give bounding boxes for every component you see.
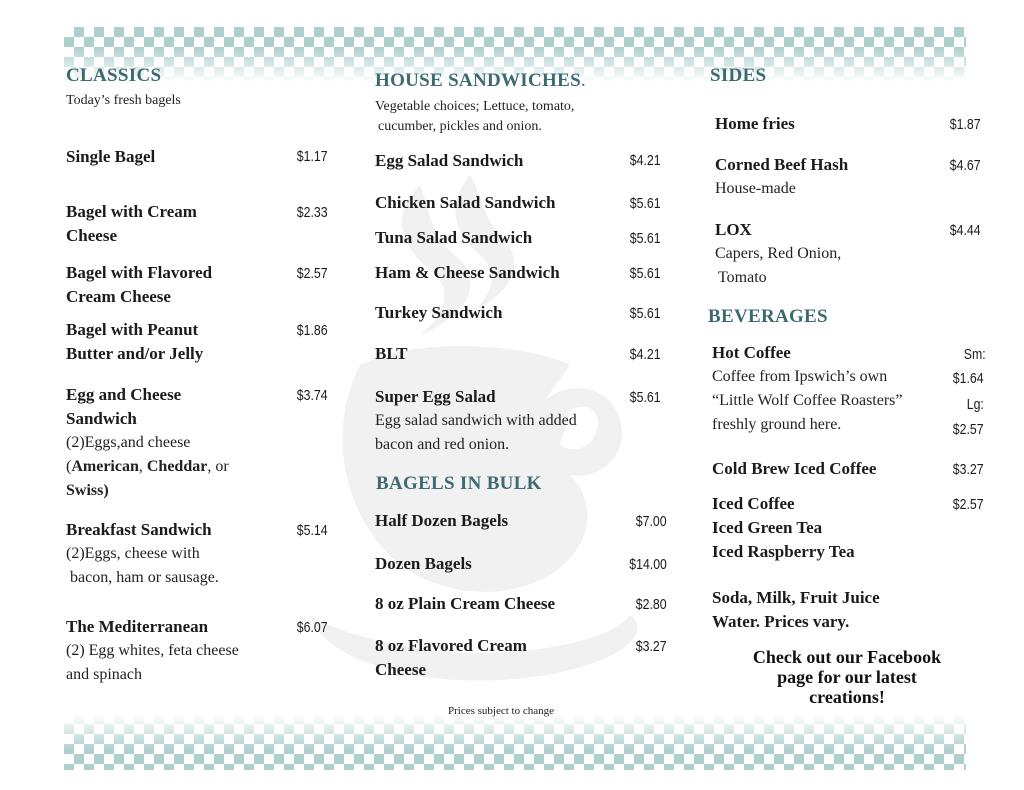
item-description: bacon, ham or sausage. [70, 569, 219, 586]
menu-item-plain-cream-cheese [375, 592, 555, 616]
checker-border-bottom [64, 714, 966, 770]
item-name: Cheese [66, 226, 117, 245]
item-description: freshly ground here. [712, 416, 842, 433]
menu-item-corned-beef-hash [715, 153, 848, 201]
facebook-line: Check out our Facebook [752, 647, 942, 667]
item-name: Turkey Sandwich [375, 303, 503, 322]
classics-heading: CLASSICS [66, 65, 162, 86]
item-price: $4.44 [950, 222, 981, 239]
menu-item-half-dozen [375, 509, 508, 533]
item-name: Soda, Milk, Fruit Juice [712, 588, 880, 607]
item-name: Single Bagel [66, 147, 156, 166]
item-name: Tuna Salad Sandwich [375, 228, 533, 247]
item-name: Iced Green Tea [712, 518, 823, 537]
size-label-small: Sm: [964, 346, 986, 363]
menu-item-iced-drinks [712, 492, 855, 564]
item-price: $5.61 [630, 230, 661, 247]
menu-item-cold-brew [712, 457, 876, 481]
item-description: Egg salad sandwich with added [375, 412, 577, 429]
item-price: $7.00 [636, 513, 667, 530]
sides-heading: SIDES [710, 65, 767, 86]
menu-item-breakfast-sandwich [66, 518, 219, 590]
menu-item-bagel-cream-cheese [66, 200, 197, 248]
menu-item-turkey [375, 301, 502, 325]
item-name: 8 oz Plain Cream Cheese [375, 594, 556, 613]
house-subtitle-line2: cucumber, pickles and onion. [378, 119, 542, 134]
item-description: “Little Wolf Coffee Roasters” [712, 392, 903, 409]
classics-subtitle: Today’s fresh bagels [66, 93, 181, 108]
item-description: Tomato [718, 269, 767, 286]
item-price: $1.87 [950, 116, 981, 133]
menu-item-bagel-peanut-butter [66, 318, 203, 366]
item-name: Hot Coffee [712, 343, 791, 362]
item-name: LOX [715, 220, 752, 239]
item-name: Ham & Cheese Sandwich [375, 263, 560, 282]
item-price: $3.27 [636, 638, 667, 655]
item-description: (2)Eggs,and cheese [66, 434, 191, 451]
bagels-in-bulk-heading: BAGELS IN BULK [376, 473, 542, 494]
menu-item-tuna-salad [375, 226, 532, 250]
item-description: (2)Eggs, cheese with [66, 545, 200, 562]
item-name: Half Dozen Bagels [375, 511, 509, 530]
item-name: Bagel with Flavored [66, 263, 213, 282]
item-price: $1.17 [297, 148, 328, 165]
menu-item-egg-salad [375, 149, 523, 173]
item-description: Coffee from Ipswich’s own [712, 368, 888, 385]
menu-item-hot-coffee [712, 341, 903, 437]
item-name: Iced Raspberry Tea [712, 542, 855, 561]
item-price-small: $1.64 [953, 370, 984, 387]
item-name: BLT [375, 344, 408, 363]
item-price: $6.07 [297, 619, 328, 636]
item-name: Cold Brew Iced Coffee [712, 459, 877, 478]
item-price: $5.61 [630, 389, 661, 406]
item-name: Breakfast Sandwich [66, 520, 212, 539]
item-price: $4.67 [950, 157, 981, 174]
item-description: Swiss) [66, 482, 109, 499]
item-price: $5.61 [630, 305, 661, 322]
menu-item-bagel-flavored-cream-cheese [66, 261, 212, 309]
item-price: $5.61 [630, 195, 661, 212]
item-description: House-made [715, 180, 796, 197]
menu-item-blt [375, 342, 407, 366]
menu-item-super-egg-salad [375, 385, 577, 457]
item-price: $14.00 [629, 556, 667, 573]
menu-item-mediterranean [66, 615, 239, 687]
house-sandwiches-heading: HOUSE SANDWICHES. [375, 70, 586, 91]
menu-item-flavored-cream-cheese [375, 634, 527, 682]
item-price: $5.61 [630, 265, 661, 282]
menu-item-dozen [375, 552, 472, 576]
item-price: $3.74 [297, 387, 328, 404]
item-price: $2.80 [636, 596, 667, 613]
item-name: 8 oz Flavored Cream [375, 636, 527, 655]
menu-item-egg-cheese-sandwich [66, 383, 229, 503]
house-subtitle-line1: Vegetable choices; Lettuce, tomato, [375, 99, 575, 114]
item-price: $5.14 [297, 522, 328, 539]
item-name: Cheese [375, 660, 426, 679]
item-name: Super Egg Salad [375, 387, 496, 406]
item-name: Bagel with Cream [66, 202, 197, 221]
item-price: $2.57 [953, 496, 984, 513]
item-name: Sandwich [66, 409, 137, 428]
item-price: $2.33 [297, 204, 328, 221]
item-name: The Mediterranean [66, 617, 209, 636]
item-name: Egg Salad Sandwich [375, 151, 524, 170]
item-name: Iced Coffee [712, 494, 795, 513]
item-price: $2.57 [297, 265, 328, 282]
item-price: $4.21 [630, 346, 661, 363]
item-description: Capers, Red Onion, [715, 245, 842, 262]
item-name: Home fries [715, 114, 795, 133]
menu-item-soda-milk-juice [712, 586, 880, 634]
size-label-large: Lg: [966, 396, 984, 413]
beverages-heading: BEVERAGES [708, 306, 828, 327]
prices-disclaimer: Prices subject to change [448, 705, 554, 717]
menu-item-ham-cheese [375, 261, 560, 285]
item-price-large: $2.57 [953, 421, 984, 438]
item-description: bacon and red onion. [375, 436, 510, 453]
facebook-line: page for our latest [777, 667, 917, 687]
item-name: Bagel with Peanut [66, 320, 199, 339]
item-description: (American, Cheddar, or [66, 458, 229, 475]
item-name: Egg and Cheese [66, 385, 182, 404]
item-name: Chicken Salad Sandwich [375, 193, 556, 212]
item-name: Corned Beef Hash [715, 155, 849, 174]
item-name: Dozen Bagels [375, 554, 472, 573]
item-price: $4.21 [630, 152, 661, 169]
facebook-line: creations! [809, 687, 885, 707]
item-description: (2) Egg whites, feta cheese [66, 642, 239, 659]
menu-item-single-bagel [66, 145, 155, 169]
item-name: Water. Prices vary. [712, 612, 850, 631]
menu-item-lox [715, 218, 841, 290]
facebook-callout [716, 647, 978, 707]
item-name: Cream Cheese [66, 287, 171, 306]
item-price: $1.86 [297, 322, 328, 339]
menu-item-chicken-salad [375, 191, 555, 215]
item-description: and spinach [66, 666, 142, 683]
menu-item-home-fries [715, 112, 795, 136]
item-price: $3.27 [953, 461, 984, 478]
item-name: Butter and/or Jelly [66, 344, 204, 363]
